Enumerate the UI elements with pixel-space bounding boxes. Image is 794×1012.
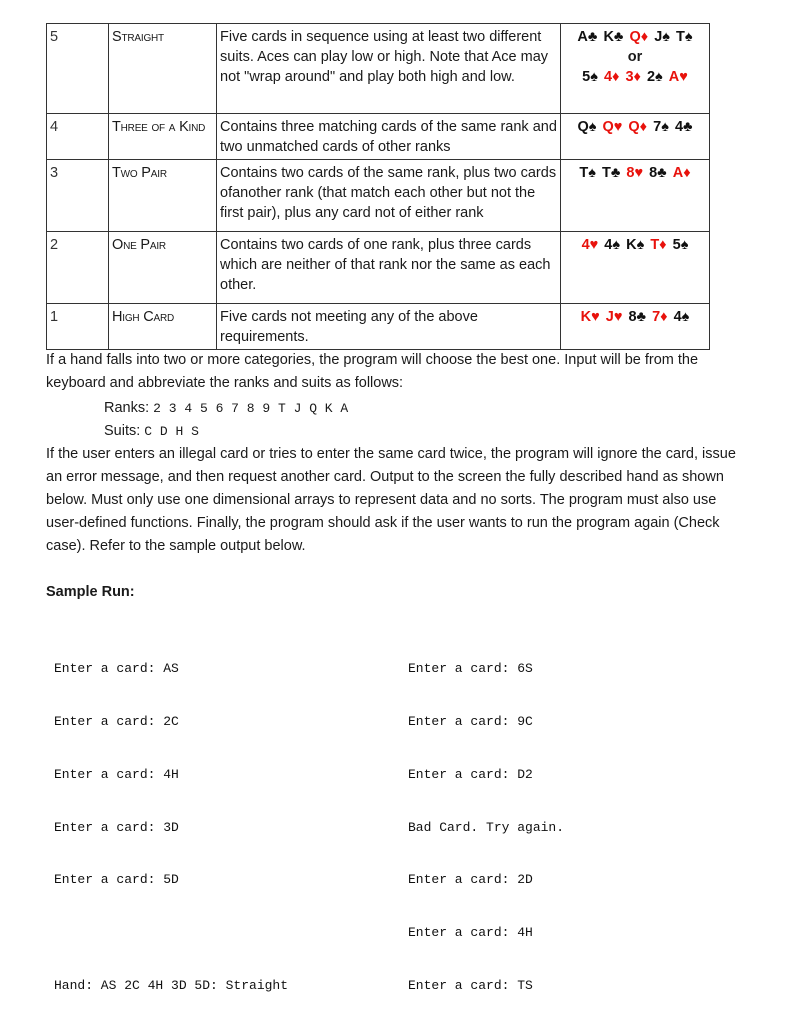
sample-line: Enter a card: 4H: [408, 925, 533, 941]
sample-blank-line: [54, 924, 288, 942]
playing-card: Q♥: [602, 119, 623, 135]
sample-line: Enter a card: 9C: [408, 713, 533, 729]
playing-card: A♦: [672, 165, 691, 181]
hand-row: [47, 304, 710, 350]
sample-run-right-column: [408, 625, 564, 1012]
playing-card: K♠: [626, 237, 645, 253]
playing-card: K♥: [580, 309, 600, 325]
playing-card: 8♣: [628, 309, 647, 325]
playing-card: A♥: [668, 69, 688, 85]
playing-card: 7♠: [653, 119, 669, 135]
playing-card: A♣: [577, 29, 598, 45]
suits-label: Suits:: [104, 423, 141, 439]
playing-card: 3♦: [625, 69, 641, 85]
hand-example: [561, 304, 710, 350]
playing-card: T♠: [579, 165, 596, 181]
ranks-label: Ranks:: [104, 400, 150, 416]
hand-example: [561, 160, 710, 232]
playing-card: T♠: [676, 29, 693, 45]
playing-card: 4♠: [604, 237, 621, 253]
playing-card: 8♥: [626, 165, 644, 181]
hand-row: [47, 24, 710, 114]
playing-card: 4♣: [674, 119, 693, 135]
sample-line: Enter a card: TS: [408, 977, 533, 993]
sample-line: Enter a card: 2D: [408, 872, 533, 888]
hands-table-body: [47, 24, 710, 350]
example-cards-line: [564, 163, 706, 183]
example-cards-line: [564, 27, 706, 47]
playing-card: 5♠: [672, 237, 689, 253]
playing-card: K♣: [603, 29, 624, 45]
hand-row: [47, 232, 710, 304]
sample-line: Enter a card: AS: [54, 661, 179, 677]
playing-card: 7♦: [652, 309, 668, 325]
sample-error-line: Bad Card. Try again.: [408, 819, 565, 835]
sample-line: Enter a card: 6S: [408, 661, 533, 677]
hand-example: [561, 232, 710, 304]
paragraph-requirements: If the user enters an illegal card or tries to enter the same card twice, the program will ignore the card, issue an error message, and then request another card. Output to the screen the fully described hand as shown below. Must only use one dimensional arrays to represent data and no sorts. The program must also use user-defined functions. Finally, the program should ask if the user wants to run the program again (Check case). Refer to the sample output below.: [46, 446, 736, 554]
hand-rank-number: 4: [47, 114, 109, 160]
hand-row: [47, 114, 710, 160]
hand-name: Two Pair: [109, 160, 217, 232]
playing-card: 2♠: [646, 69, 663, 85]
hand-row: [47, 160, 710, 232]
sample-run-heading: Sample Run:: [46, 584, 135, 600]
ranks-line: [104, 400, 348, 416]
paragraph-best-hand: If a hand falls into two or more categories, the program will choose the best one. Input will be from the keyboard and abbreviate the ranks and suits as follows:: [46, 352, 699, 391]
playing-card: Q♦: [628, 119, 648, 135]
hand-example: [561, 114, 710, 160]
playing-card: T♦: [650, 237, 667, 253]
hand-description: Five cards not meeting any of the above requirements.: [217, 304, 561, 350]
playing-card: 4♥: [581, 237, 599, 253]
playing-card: J♥: [605, 309, 623, 325]
playing-card: Q♦: [629, 29, 649, 45]
example-or: or: [627, 49, 643, 65]
sample-line: Enter a card: 3D: [54, 819, 179, 835]
playing-card: 4♠: [673, 309, 690, 325]
hand-name: Three of a Kind: [109, 114, 217, 160]
playing-card: J♠: [654, 29, 670, 45]
playing-card: 4♦: [603, 69, 620, 85]
hand-name: Straight: [109, 24, 217, 114]
sample-line: Enter a card: D2: [408, 766, 533, 782]
suits-line: [104, 423, 199, 439]
sample-run-left-column: [54, 625, 288, 1012]
playing-card: 8♣: [649, 165, 667, 181]
hand-name: One Pair: [109, 232, 217, 304]
suits-value: C D H S: [144, 424, 199, 439]
hand-rank-number: 3: [47, 160, 109, 232]
sample-hand-result: Hand: AS 2C 4H 3D 5D: Straight: [54, 977, 289, 993]
playing-card: 5♠: [582, 69, 598, 85]
hand-description: Five cards in sequence using at least two different suits. Aces can play low or high. Note that Ace may not "wrap around" and play both high and low.: [217, 24, 561, 114]
example-cards-line: [564, 307, 706, 327]
ranks-value: 2 3 4 5 6 7 8 9 T J Q K A: [153, 401, 349, 416]
playing-card: T♣: [601, 165, 621, 181]
sample-line: Enter a card: 5D: [54, 872, 179, 888]
example-cards-line: [564, 235, 706, 255]
hand-rank-number: 5: [47, 24, 109, 114]
hand-example: [561, 24, 710, 114]
hand-name: High Card: [109, 304, 217, 350]
example-cards-line: [564, 117, 706, 137]
example-cards-line: [564, 67, 706, 87]
hand-description: Contains two cards of the same rank, plus two cards ofanother rank (that match each other but not the first pair), plus any card not of either rank: [217, 160, 561, 232]
hand-description: Contains two cards of one rank, plus three cards which are neither of that rank nor the same as each other.: [217, 232, 561, 304]
sample-line: Enter a card: 2C: [54, 713, 179, 729]
poker-hands-table: [46, 23, 710, 350]
hand-description: Contains three matching cards of the same rank and two unmatched cards of other ranks: [217, 114, 561, 160]
sample-line: Enter a card: 4H: [54, 766, 179, 782]
hand-rank-number: 1: [47, 304, 109, 350]
hand-rank-number: 2: [47, 232, 109, 304]
playing-card: Q♠: [577, 119, 597, 135]
